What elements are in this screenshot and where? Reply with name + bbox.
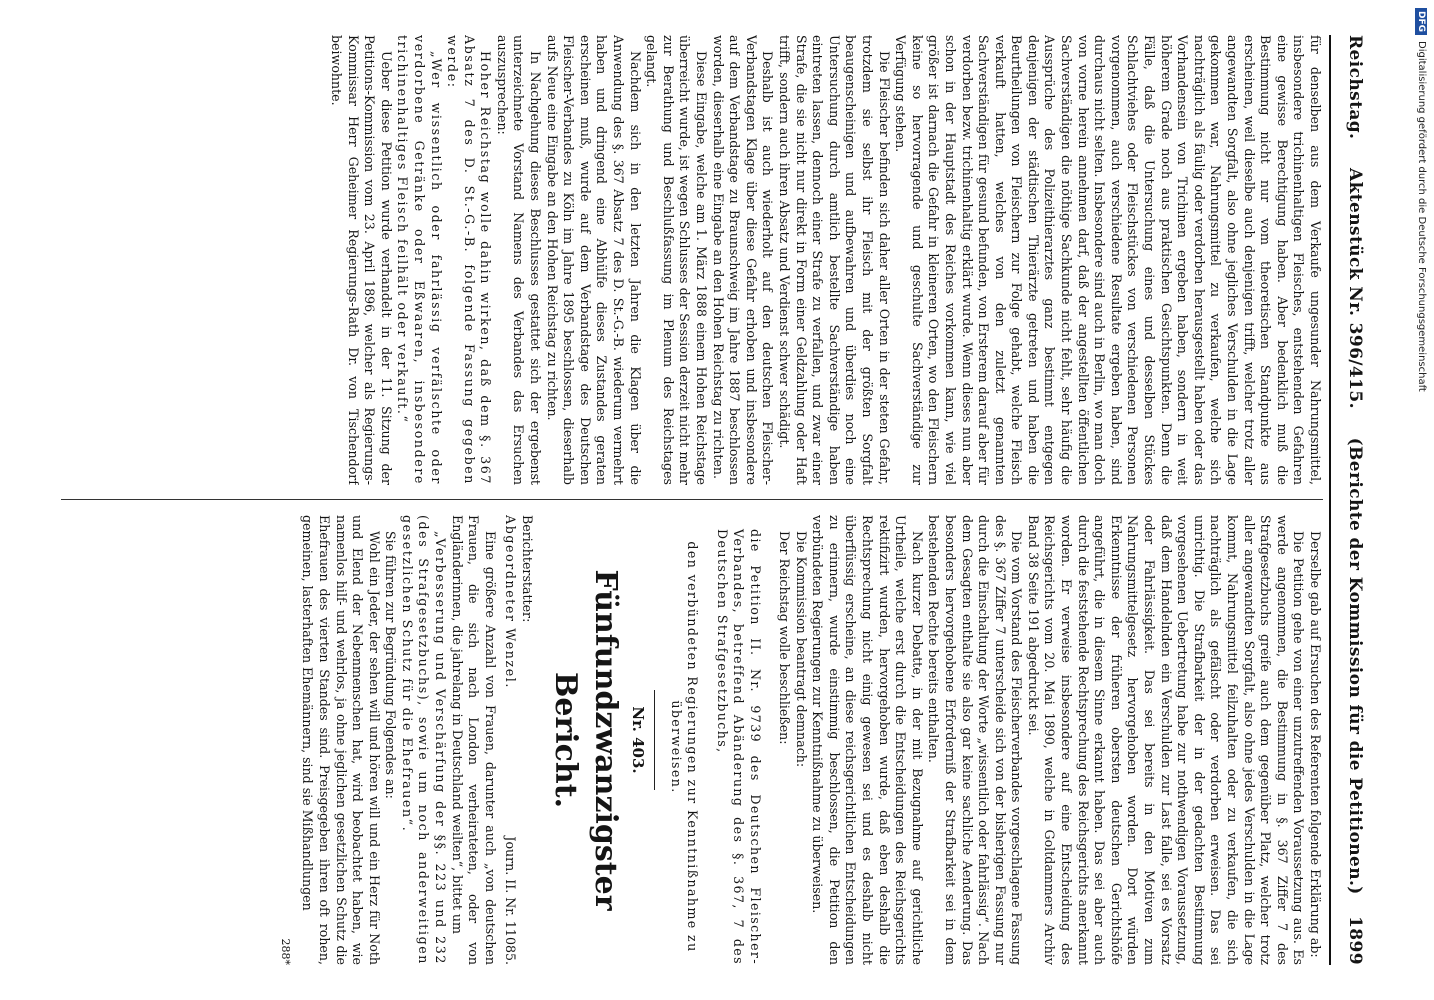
right-paragraph: Nach kurzer Debatte, in der mit Bezugnahme auf gerichtliche Urtheile, welche erst durch die Entscheidungen des Reichsgerichts rektifizirt wurden, hervorgehoben wurde, daß eben deshalb die Rechtsprechung nicht einig gewesen sei und es deshalb nicht überflüssig erscheine, an diese reichsgerichtlichen Entscheidungen zu erinnern, wurde einstimmig beschlossen, die Petition den verbündeten Regierungen zur Kenntnißnahme zu überweisen.: [810, 515, 925, 965]
page-mark: 288*: [278, 938, 292, 965]
header-chamber: Reichstag.: [1345, 35, 1365, 140]
header-page-number: 1899: [1345, 916, 1365, 965]
petition-request: „Verbesserung und Verschärfung der §§. 223 und 232 (des Strafgesetzbuchs), sowie um noch anderweitigen gesetzlichen Schutz für die Ehefrauen“.: [399, 515, 449, 965]
journal-reference: Journ. II. Nr. 11085.: [503, 836, 519, 965]
reporter-label: Berichterstatter:: [520, 515, 536, 623]
header-rule: [1329, 35, 1331, 965]
left-quoted-wording: „Wer wissentlich oder fahrlässig verfälschte oder verdorbene Getränke oder Eßwaaren, insbesondere trichinenhaltiges Fleisch feilhält oder verkauft.“: [395, 35, 444, 485]
left-paragraph: In Nachgehung dieses Beschlusses gestattet sich der ergebenst unterzeichnete Vorstand Namens des Verbandes das Ersuchen auszusprechen:: [494, 35, 544, 485]
report-number: Nr. 403.: [628, 706, 647, 774]
left-paragraph: Diese Eingabe, welche am 1. März 1888 einem Hohen Reichstage überreicht wurde, ist wegen Schlusses der Session derzeit nicht mehr zur Berathung und Beschlußfassung im Plenum des Reichstages gelangt.: [644, 35, 710, 485]
digitization-note: [1410, 8, 1432, 998]
resolution-heading: Der Reichstag wolle beschließen:: [777, 531, 792, 745]
resolution-action: den verbündeten Regierungen zur Kenntnißnahme zu überweisen.: [668, 541, 701, 953]
column-divider: [61, 499, 1323, 500]
page-header: [1335, 35, 1375, 965]
left-paragraph: Hoher Reichstag wolle dahin wirken, daß dem §. 367 Absatz 7 des D. St.-G.-B. folgende Fassung gegeben werde:: [445, 35, 494, 485]
left-paragraph: Nachdem sich in den letzten Jahren die Klagen über die Anwendung des §. 367 Absatz 7 des D. St.-G.-B. wiederum vermehrt haben und dringend eine Abhülfe dieses Zustandes geraten erscheinen muß, wurde auf dem Verbandstage des Deutschen Fleischer-Verbandes zu Köln im Jahre 1895 beschlossen, dieserhalb aufs Neue eine Eingabe an den Hohen Reichstag zu richten.: [544, 35, 643, 485]
right-column: [53, 515, 1323, 965]
right-paragraph: Die Kommission beantragt demnach:: [793, 531, 809, 768]
right-paragraph: Die Petition gehe von einer unzutreffenden Voraussetzung aus. Es werde angenommen, die Bestimmung in §. 367 Ziffer 7 des Strafgesetzbuchs greife auch dem gegenüber Platz, welcher trotz aller angewandten Sorgfalt, also ohne jedes Verschulden in die Lage kommt, Nahrungsmittel feilzuhalten oder zu verkaufen, die sich nachträglich als gefälscht oder verdorben erweisen. Das sei unrichtig. Die Strafbarkeit der in der gedachten Bestimmung vorgesehenen Uebertretung habe zur nothwendigen Voraussetzung, daß dem Handelnden ein Verschulden zur Last falle, sei es Vorsatz oder Fahrlässigkeit. Das sei bereits in den Motiven zum Nahrungsmittelgesetz hervorgehoben worden. Dort würden Erkenntnisse der früheren obersten deutschen Gerichtshöfe angeführt, die in diesem Sinne erkannt haben. Das sei aber auch durch die feststehende Rechtsprechung des Reichsgerichts anerkannt worden. Er verweise insbesondere auf eine Entscheidung des Reichsgerichts vom 20. Mai 1890, welche in Goltdammers Archiv Band 38 Seite 191 abgedruckt sei.: [1025, 515, 1307, 965]
petition-paragraph: Eine größere Anzahl von Frauen, darunter auch „von deutschen Frauen, die sich nach London verheirateten, oder von Engländerinnen, die jahrelang in Deutschland weilten“, bittet um: [449, 515, 498, 965]
petition-paragraph: Sie führen zur Begründung Folgendes an:: [383, 531, 399, 799]
report-title: Fünfundzwanzigster Bericht.: [548, 569, 624, 911]
dfg-logo: DFG: [1415, 8, 1427, 35]
left-paragraph: Deshalb ist auch wiederholt auf den deutschen Fleischer-Verbandstagen Klage über diese Gefahr erhoben und insbesondere auf dem Verbandstage zu Braunschweig im Jahre 1887 beschlossen worden, dieserhalb eine Eingabe an den Hohen Reichstag zu richten.: [710, 35, 776, 485]
right-intro: Derselbe gab auf Ersuchen des Referenten folgende Erklärung ab:: [1308, 531, 1323, 958]
left-paragraph: für denselben aus dem Verkaufe ungesunder Nahrungsmittel, insbesondere trichinenhaltigen Fleisches, entstehenden Gefahren eine gewisse Berechtigung haben. Aber bedenklich muß die Bestimmung nicht nur vom theoretischen Standpunkte aus erscheinen, weil dieselbe auch denjenigen trifft, welcher trotz aller angewandten Sorgfalt, also ohne jegliches Verschulden in die Lage gekommen war, Nahrungsmittel zu verkaufen, welche sich nachträglich als fäulig oder verdorben herausgestellt haben oder das Vorhandensein von Trichinen ergeben haben, sondern in weit höherem Grade noch aus praktischen Gesichtspunkten. Denn die Fälle, daß die Untersuchung eines und desselben Stückes Schlachtviehes oder Fleischstückes von verschiedenen Personen vorgenommen, auch verschiedene Resultate ergeben haben, sind durchaus nicht selten. Insbesondere sind auch in Berlin, wo man doch von vorne herein annehmen darf, daß der angestellten öffentlichen Sachverständigen die nöthige Sachkunde nicht fehlt, sehr häufig die Aussprüche des Polizeithierarztes ganz bestimmt entgegen denjenigen der städtischen Thierärzte getreten und haben die Beurtheilungen von Fleischern zur Folge gehabt, welche Fleisch verkauft hatten, welches von den zuletzt genannten Sachverständigen für gesund befunden, von Ersterem darauf aber für verdorben bezw. trichinenhaltig erklärt wurde. Wenn dieses nun aber schon in der Hauptstadt des Reiches vorkommen kann, wie viel größer ist darnach die Gefahr in kleineren Orten, wo den Fleischern keine so hervorragende und geschulte Sachverständige zur Verfügung stehen.: [893, 35, 1323, 485]
right-paragraph: Die vom Vorstand des Fleischerverbandes vorgeschlagene Fassung des §. 367 Ziffer 7 unterscheide sich von der bisherigen Fassung nur durch die Einschaltung der Worte „wissentlich oder fahrlässig“. Nach dem Gesagten enthalte sie also gar keine sachliche Aenderung. Das besonders hervorgehobene Erforderniß der Strafbarkeit sei in dem bestehenden Rechte bereits enthalten.: [926, 515, 1025, 965]
left-paragraph: Die Fleischer befinden sich daher aller Orten in der steten Gefahr, trotzdem sie selbst ihr Fleisch mit der größten Sorgfalt beaugenscheinigen und aufbewahren und überdies noch eine Untersuchung durch amtlich bestellte Sachverständige haben eintreten lassen, dennoch einer Strafe zu verfallen, und zwar einer Strafe, die sie nicht nur direkt in Form einer Geldzahlung oder Haft trifft, sondern auch ihren Absatz und Verdienst schwer schädigt.: [777, 35, 892, 485]
left-column: [53, 35, 1323, 485]
left-paragraph: Ueber diese Petition wurde verhandelt in der 11. Sitzung der Petitions-Kommission vom 23. April 1896, welcher als Regierungs-Kommissar Herr Geheimer Regierungs-Rath Dr. von Tischendorf beiwohnte.: [328, 35, 394, 485]
petition-paragraph: Wohl ein Jeder, der sehen will und hören will und ein Herz für Noth und Elend der Nebenmenschen hat, wird beobachtet haben, wie namenlos hilf- und wehrlos, ja ohne jeglichen gesetzlichen Schutz die Ehefrauen des vierten Standes sind. Preisgegeben ihren oft rohen, gemeinen, lasterhaften Ehemännern, sind sie Mißhandlungen: [300, 515, 382, 965]
section-rule: [654, 690, 655, 790]
header-document-number: Aktenstück Nr. 396/415.: [1345, 168, 1365, 409]
reporter-block: [502, 515, 535, 965]
dfg-funding-text: Digitalisierung gefördert durch die Deutsche Forschungsgemeinschaft: [1416, 41, 1427, 392]
reporter-name: Abgeordneter Wenzel.: [503, 515, 519, 690]
resolution-petition: die Petition II. Nr. 9739 des Deutschen Fleischer-Verbandes, betreffend Abänderung des §. 367, 7 des Deutschen Strafgesetzbuchs,: [714, 529, 763, 965]
document-page: [45, 35, 1375, 965]
header-subtitle: (Berichte der Kommission für die Petitionen.): [1345, 437, 1365, 895]
